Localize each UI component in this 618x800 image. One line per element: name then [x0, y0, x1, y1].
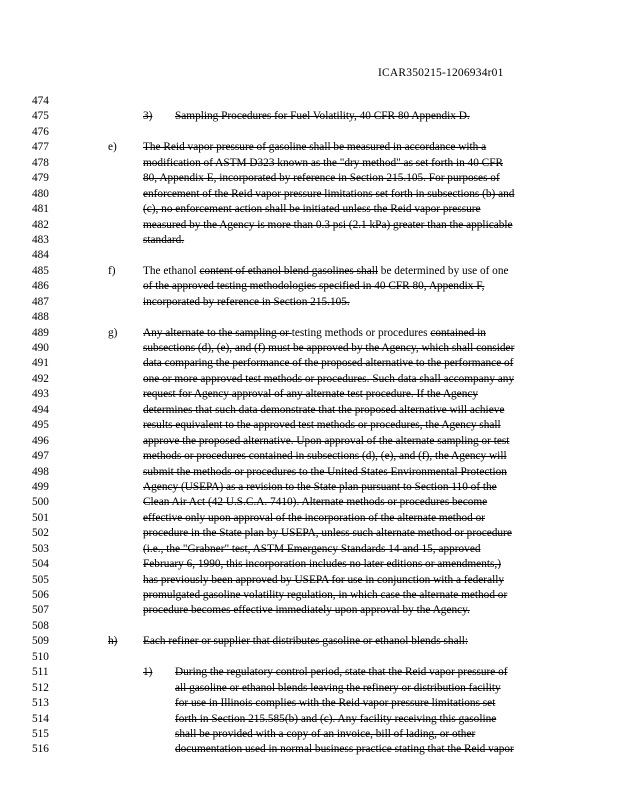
line-text: [143, 218, 513, 233]
line-490: [0, 341, 618, 356]
line-number: 487: [32, 295, 49, 308]
line-text: [143, 233, 184, 248]
struck-text: Clean Air Act (42 U.S.C.A. 7410). Alternate methods or procedures become: [143, 496, 488, 509]
struck-text: subsections (d), (e), and (f) must be approved by the Agency, which shall consider: [143, 342, 515, 354]
struck-text: for use in Illinois complies with the Reid vapor pressure limitations set: [175, 697, 496, 710]
line-text: [175, 742, 514, 757]
line-481: [0, 202, 618, 217]
line-514: [0, 712, 618, 727]
struck-text: methods or procedures contained in subsections (d), (e), and (f), the Agency will: [143, 450, 507, 463]
line-499: [0, 480, 618, 495]
line-number: 476: [32, 125, 49, 138]
line-number: 492: [32, 372, 49, 385]
line-number: 474: [32, 95, 49, 107]
line-text: [143, 326, 486, 341]
line-text: [143, 465, 507, 480]
line-494: [0, 403, 618, 418]
struck-text: procedure in the State plan by USEPA, unless such alternate method or procedure: [143, 527, 512, 540]
line-number: 498: [32, 465, 49, 478]
line-text: [143, 449, 507, 464]
line-number: 502: [32, 527, 49, 540]
line-text: [143, 279, 484, 294]
line-number: 475: [32, 110, 49, 123]
line-491: [0, 356, 618, 371]
line-number: 500: [32, 496, 49, 509]
line-506: [0, 588, 618, 603]
line-text: [143, 495, 487, 510]
struck-text: all gasoline or ethanol blends leaving the refinery or distribution facility: [175, 681, 501, 694]
line-501: [0, 511, 618, 526]
line-text: [143, 588, 507, 603]
line-480: [0, 187, 618, 202]
line-text: [143, 634, 468, 649]
line-482: [0, 218, 618, 233]
struck-text: data comparing the performance of the proposed alternative to the performance of: [143, 357, 514, 370]
line-text: [143, 542, 480, 557]
line-number: 486: [32, 280, 49, 293]
line-513: [0, 696, 618, 711]
line-483: [0, 233, 618, 248]
struck-text: Agency (USEPA) as a revision to the State plan pursuant to Section 110 of the: [143, 480, 497, 493]
line-number: 499: [32, 480, 49, 493]
line-507: [0, 603, 618, 618]
line-number: 489: [32, 326, 49, 339]
line-512: [0, 681, 618, 696]
struck-text: contained in: [430, 326, 486, 339]
struck-text: documentation used in normal business practice stating that the Reid vapor: [175, 743, 514, 756]
struck-text: Each refiner or supplier that distributes gasoline or ethanol blends shall:: [143, 635, 469, 648]
line-text: [143, 480, 497, 495]
line-text: [143, 264, 508, 279]
line-488: [0, 310, 618, 325]
struck-text: During the regulatory control period, state that the Reid vapor pressure of: [175, 666, 508, 679]
line-486: [0, 279, 618, 294]
line-477: [0, 140, 618, 155]
line-number: 514: [32, 712, 49, 725]
line-number: 497: [32, 450, 49, 463]
struck-text: submit the methods or procedures to the United States Environmental Protection: [143, 465, 507, 478]
struck-text: approve the proposed alternative. Upon approval of the alternate sampling or test: [143, 434, 510, 447]
struck-text: forth in Section 215.585(b) and (c). Any facility receiving this gasoline: [175, 712, 497, 725]
line-number: 505: [32, 573, 49, 586]
line-485: [0, 264, 618, 279]
line-487: [0, 295, 618, 310]
line-number: 493: [32, 388, 49, 401]
line-497: [0, 449, 618, 464]
line-text: [143, 418, 501, 433]
line-number: 496: [32, 434, 49, 447]
line-number: 478: [32, 156, 49, 169]
struck-text: determines that such data demonstrate that the proposed alternative will achieve: [143, 403, 505, 416]
line-number: 511: [32, 666, 49, 679]
line-515: [0, 727, 618, 742]
line-number: 506: [32, 589, 49, 601]
struck-text: procedure becomes effective immediately upon approval by the Agency.: [143, 604, 470, 617]
line-number: 515: [32, 727, 49, 740]
struck-text: The Reid vapor pressure of gasoline shall be measured in accordance with a: [143, 141, 487, 154]
text-segment: be determined by use of one: [377, 264, 509, 277]
line-text: [175, 665, 508, 680]
line-text: [175, 109, 470, 124]
line-505: [0, 573, 618, 588]
line-493: [0, 387, 618, 402]
line-text: [143, 573, 504, 588]
line-509: [0, 634, 618, 649]
line-number: 503: [32, 542, 49, 555]
line-number: 484: [32, 249, 49, 262]
line-503: [0, 542, 618, 557]
line-number: 483: [32, 233, 49, 246]
struck-text: measured by the Agency is more than 0.3 psi (2.1 kPa) greater than the applicable: [143, 218, 513, 231]
struck-text: standard.: [143, 233, 185, 246]
subsection-label: g): [108, 326, 118, 339]
line-number: 508: [32, 619, 49, 632]
line-475: [0, 109, 618, 124]
subsection-label: 1): [143, 666, 153, 679]
struck-text: enforcement of the Reid vapor pressure limitations set forth in subsections (b) and: [143, 187, 515, 200]
line-number: 509: [32, 635, 49, 648]
line-496: [0, 434, 618, 449]
subsection-label: 3): [143, 110, 153, 123]
struck-text: has previously been approved by USEPA for use in conjunction with a federally: [143, 573, 505, 586]
struck-text: content of ethanol blend gasolines shall: [199, 264, 378, 277]
text-segment: The ethanol: [143, 264, 200, 277]
line-text: [143, 511, 485, 526]
line-number: 481: [32, 203, 49, 216]
line-text: [143, 295, 350, 310]
document-id-header: ICAR350215-1206934r01: [378, 67, 504, 79]
line-number: 510: [32, 650, 49, 663]
subsection-label: e): [108, 141, 117, 154]
line-484: [0, 248, 618, 263]
line-474: [0, 94, 618, 109]
line-text: [143, 526, 512, 541]
line-number: 479: [32, 172, 49, 185]
struck-text: promulgated gasoline volatility regulation, in which case the alternate method or: [143, 589, 508, 601]
struck-text: incorporated by reference in Section 215.105.: [143, 295, 350, 308]
line-text: [143, 603, 470, 618]
struck-text: request for Agency approval of any alternate test procedure. If the Agency: [143, 388, 479, 401]
struck-text: (i.e., the "Grabner" test, ASTM Emergency Standards 14 and 15, approved: [143, 542, 481, 555]
line-text: [143, 202, 481, 217]
line-text: [175, 712, 496, 727]
line-489: [0, 326, 618, 341]
struck-text: results equivalent to the approved test methods or procedures, the Agency shall: [143, 419, 501, 432]
line-text: [143, 140, 486, 155]
line-text: [143, 387, 478, 402]
line-number: 512: [32, 681, 49, 694]
line-495: [0, 418, 618, 433]
line-text: [143, 187, 514, 202]
line-text: [143, 341, 514, 356]
line-text: [143, 434, 509, 449]
line-number: 501: [32, 511, 49, 524]
line-number: 491: [32, 357, 49, 370]
struck-text: shall be provided with a copy of an invoice, bill of lading, or other: [175, 727, 476, 740]
struck-text: February 6, 1990, this incorporation includes no later editions or amendments,): [143, 558, 501, 571]
line-text: [143, 403, 504, 418]
line-text: [175, 681, 501, 696]
struck-text: modification of ASTM D323 known as the "dry method" as set forth in 40 CFR: [143, 156, 504, 169]
line-504: [0, 557, 618, 572]
line-502: [0, 526, 618, 541]
line-text: [143, 372, 514, 387]
line-492: [0, 372, 618, 387]
line-number: 495: [32, 419, 49, 432]
struck-text: Sampling Procedures for Fuel Volatility, 40 CFR 80 Appendix D.: [175, 110, 470, 123]
line-number: 482: [32, 218, 49, 231]
line-number: 516: [32, 743, 49, 756]
line-number: 494: [32, 403, 49, 416]
struck-text: effective only upon approval of the incorporation of the alternate method or: [143, 511, 486, 524]
text-segment: testing methods or procedures: [291, 326, 431, 339]
line-number: 490: [32, 342, 49, 354]
line-number: 485: [32, 264, 49, 277]
subsection-label: h): [108, 635, 118, 648]
numbered-lines: [0, 94, 618, 758]
line-511: [0, 665, 618, 680]
line-text: [143, 356, 513, 371]
struck-text: (c), no enforcement action shall be initiated unless the Reid vapor pressure: [143, 203, 481, 216]
struck-text: of the approved testing methodologies specified in 40 CFR 80, Appendix F,: [143, 280, 485, 293]
line-number: 477: [32, 141, 49, 154]
subsection-label: f): [108, 264, 116, 277]
line-516: [0, 742, 618, 757]
line-number: 480: [32, 187, 49, 200]
line-text: [143, 557, 501, 572]
line-476: [0, 125, 618, 140]
line-number: 504: [32, 558, 49, 571]
line-text: [175, 696, 495, 711]
line-478: [0, 156, 618, 171]
line-498: [0, 465, 618, 480]
line-text: [143, 156, 503, 171]
line-479: [0, 171, 618, 186]
line-508: [0, 619, 618, 634]
struck-text: one or more approved test methods or procedures. Such data shall accompany any: [143, 372, 515, 385]
struck-text: Any alternate to the sampling or: [143, 326, 292, 339]
struck-text: 80, Appendix E, incorporated by reference in Section 215.105. For purposes of: [143, 172, 500, 185]
line-text: [175, 727, 475, 742]
line-text: [143, 171, 500, 186]
line-number: 488: [32, 311, 49, 324]
line-510: [0, 650, 618, 665]
line-number: 513: [32, 697, 49, 710]
line-number: 507: [32, 604, 49, 617]
line-500: [0, 495, 618, 510]
